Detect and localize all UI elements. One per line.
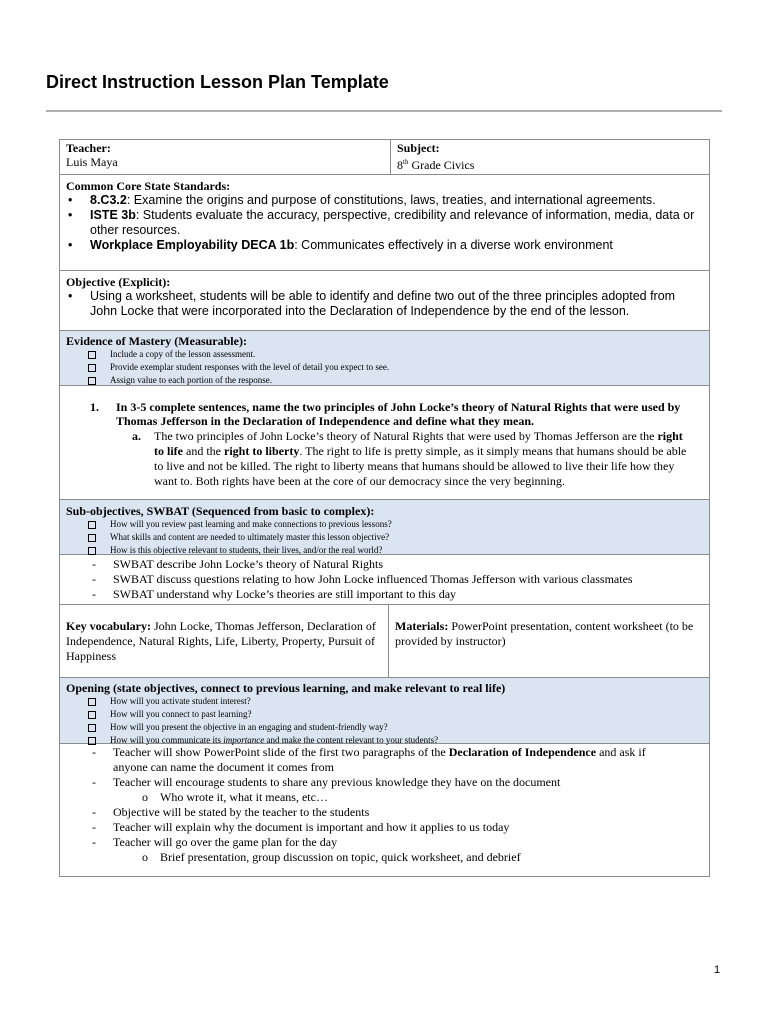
list-item: - Teacher will encourage students to share any previous knowledge they have on the document [92, 775, 561, 789]
standards-label: Common Core State Standards: [66, 179, 231, 193]
subject-cell [390, 140, 709, 174]
list-item: How will you communicate its importance and make the content relevant to your students? [66, 734, 703, 747]
opening-steps [66, 745, 669, 865]
teacher-cell [60, 140, 390, 174]
subobjectives-prompts [66, 518, 703, 557]
list-item: - Objective will be stated by the teacher to the students [92, 805, 370, 819]
teacher-label: Teacher: [66, 141, 111, 155]
evidence-header-row [60, 331, 709, 386]
list-item: Include a copy of the lesson assessment. [66, 348, 703, 361]
vocabulary-materials-row [60, 605, 709, 678]
subject-value: 8th Grade Civics [397, 158, 475, 172]
list-item: o Brief presentation, group discussion on topic, quick worksheet, and debrief [142, 850, 521, 864]
vocabulary-text: Key vocabulary: John Locke, Thomas Jefferson, Declaration of Independence, Natural Rights, Life, Liberty, Property, Pursuit of Happiness [66, 619, 376, 663]
list-item: - SWBAT describe John Locke’s theory of Natural Rights [92, 557, 384, 571]
checkbox-icon [88, 351, 96, 359]
list-item: • ISTE 3b: Students evaluate the accuracy, perspective, credibility and relevance of information, media, data or other resources. [68, 208, 695, 237]
materials-cell [388, 605, 709, 677]
list-item: How will you present the objective in an engaging and student-friendly way? [66, 721, 703, 734]
page-number: 1 [714, 964, 721, 976]
checkbox-icon [88, 377, 96, 385]
list-item: How will you review past learning and make connections to previous lessons? [66, 518, 703, 531]
list-item: How will you activate student interest? [66, 695, 703, 708]
evidence-label: Evidence of Mastery (Measurable): [66, 334, 247, 348]
materials-text: Materials: PowerPoint presentation, content worksheet (to be provided by instructor) [395, 619, 694, 648]
list-item: Assign value to each portion of the response. [66, 374, 703, 387]
list-item: How will you connect to past learning? [66, 708, 703, 721]
objective-label: Objective (Explicit): [66, 275, 171, 289]
list-item: - Teacher will explain why the document is important and how it applies to us today [92, 820, 510, 834]
evidence-prompts [66, 348, 703, 387]
teacher-subject-row [60, 140, 709, 175]
subobjectives-header-row [60, 500, 709, 555]
subobjectives-label: Sub-objectives, SWBAT (Sequenced from basic to complex): [66, 504, 375, 518]
opening-content-row [60, 744, 709, 876]
subject-label: Subject: [397, 141, 440, 155]
list-item: How is this objective relevant to students, their lives, and/or the real world? [66, 544, 703, 557]
document-title: Direct Instruction Lesson Plan Template [46, 72, 389, 92]
checkbox-icon [88, 724, 96, 732]
opening-label: Opening (state objectives, connect to previous learning, and make relevant to real life) [66, 681, 506, 695]
list-item: Provide exemplar student responses with the level of detail you expect to see. [66, 361, 703, 374]
standards-list [66, 193, 703, 253]
list-item: - Teacher will go over the game plan for the day [92, 835, 338, 849]
assessment-question: 1. In 3-5 complete sentences, name the two principles of John Locke’s theory of Natural Rights that were used by Thomas Jefferson in the Declaration of Independence and define what they mean. [90, 400, 681, 428]
teacher-name: Luis Maya [66, 155, 118, 169]
checkbox-icon [88, 364, 96, 372]
list-item: - SWBAT understand why Locke’s theories are still important to this day [92, 587, 457, 601]
list-item: - Teacher will show PowerPoint slide of the first two paragraphs of the Declaration of Independence and ask if anyone can name the document it comes from [92, 745, 646, 774]
evidence-content-row [60, 386, 709, 500]
swbat-list [66, 557, 703, 602]
checkbox-icon [88, 547, 96, 555]
list-item: What skills and content are needed to ultimately master this lesson objective? [66, 531, 703, 544]
list-item: o Who wrote it, what it means, etc… [142, 790, 328, 804]
exemplar-answer: a. The two principles of John Locke’s theory of Natural Rights that were used by Thomas Jefferson are the right to life and the right to liberty. The right to life is pretty simple, as it simply means that humans should be able to live and not be killed. The right to liberty means that humans should be allowed to live their life how they want to. Both rights have been at the core of our democracy since the very beginning. [132, 429, 687, 488]
standards-row [60, 175, 709, 271]
list-item: • 8.C3.2: Examine the origins and purpose of constitutions, laws, treaties, and international agreements. [68, 193, 656, 207]
objective-text: • Using a worksheet, students will be able to identify and define two out of the three principles adopted from John Locke that were incorporated into the Declaration of Independence by the end of the lesson. [68, 289, 676, 318]
subobjectives-content-row [60, 555, 709, 605]
lesson-plan-table [59, 139, 710, 877]
opening-header-row [60, 678, 709, 744]
vocabulary-cell [60, 605, 388, 677]
checkbox-icon [88, 698, 96, 706]
checkbox-icon [88, 521, 96, 529]
opening-prompts [66, 695, 703, 747]
objective-row [60, 271, 709, 331]
checkbox-icon [88, 534, 96, 542]
list-item: • Workplace Employability DECA 1b: Communicates effectively in a diverse work environment [68, 238, 613, 252]
checkbox-icon [88, 711, 96, 719]
list-item: - SWBAT discuss questions relating to how John Locke influenced Thomas Jefferson with various classmates [92, 572, 633, 586]
title-divider [46, 110, 722, 112]
